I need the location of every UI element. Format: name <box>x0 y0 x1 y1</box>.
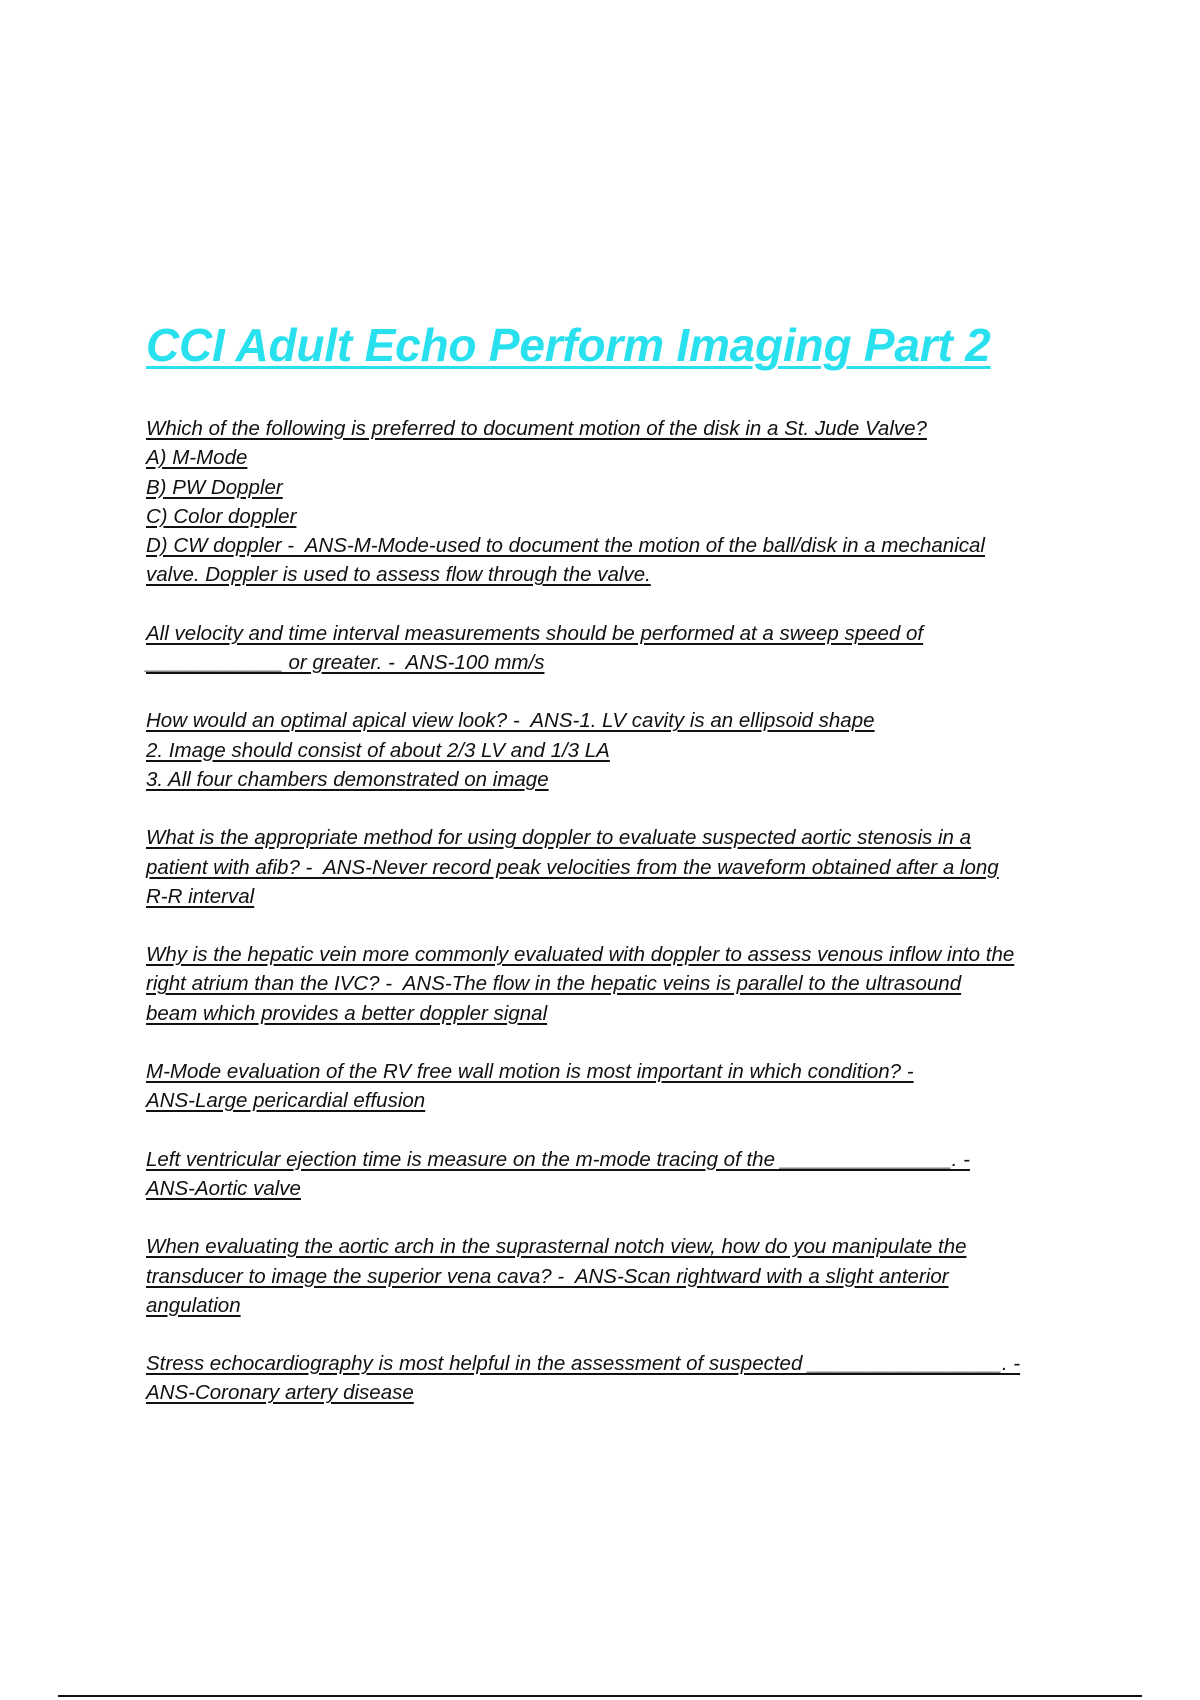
question-line: Left ventricular ejection time is measure on the m-mode tracing of the _______________. - <box>146 1147 970 1171</box>
document-title: CCI Adult Echo Perform Imaging Part 2 <box>146 319 991 371</box>
answer-line: ANS-Large pericardial effusion <box>146 1089 426 1113</box>
answer-line: ____________ or greater. - ANS-100 mm/s <box>146 651 545 675</box>
answer-line: ANS-Coronary artery disease <box>146 1381 414 1405</box>
answer-option: B) PW Doppler <box>146 475 283 499</box>
question-line: When evaluating the aortic arch in the suprasternal notch view, how do you manipulate the <box>146 1235 967 1259</box>
question-block-5 <box>146 940 1096 1028</box>
question-block-1 <box>146 414 1096 590</box>
question-line: All velocity and time interval measurements should be performed at a sweep speed of <box>146 621 924 645</box>
question-list <box>146 414 1096 1437</box>
answer-line: 2. Image should consist of about 2/3 LV and 1/3 LA <box>146 738 610 762</box>
answer-line: patient with afib? - ANS-Never record peak velocities from the waveform obtained after a long <box>146 855 999 879</box>
answer-option: D) CW doppler - ANS-M-Mode-used to document the motion of the ball/disk in a mechanical <box>146 534 985 558</box>
question-block-9 <box>146 1349 1096 1408</box>
question-block-8 <box>146 1232 1096 1320</box>
answer-line: beam which provides a better doppler signal <box>146 1001 548 1025</box>
answer-line: R-R interval <box>146 884 255 908</box>
answer-line: angulation <box>146 1293 241 1317</box>
answer-line: transducer to image the superior vena cava? - ANS-Scan rightward with a slight anterior <box>146 1264 949 1288</box>
answer-line: ANS-Aortic valve <box>146 1176 301 1200</box>
answer-line: right atrium than the IVC? - ANS-The flow in the hepatic veins is parallel to the ultrasound <box>146 972 962 996</box>
question-line: M-Mode evaluation of the RV free wall motion is most important in which condition? - <box>146 1060 914 1084</box>
question-block-4 <box>146 823 1096 911</box>
question-block-3 <box>146 706 1096 794</box>
question-line: What is the appropriate method for using doppler to evaluate suspected aortic stenosis in a <box>146 826 972 850</box>
question-block-2 <box>146 619 1096 678</box>
question-line: How would an optimal apical view look? - ANS-1. LV cavity is an ellipsoid shape <box>146 709 875 733</box>
question-line: Stress echocardiography is most helpful in the assessment of suspected _________________. - <box>146 1352 1021 1376</box>
answer-line: valve. Doppler is used to assess flow through the valve. <box>146 563 651 587</box>
answer-option: C) Color doppler <box>146 504 297 528</box>
question-line: Which of the following is preferred to document motion of the disk in a St. Jude Valve? <box>146 417 927 440</box>
answer-option: A) M-Mode <box>146 446 248 470</box>
question-block-7 <box>146 1145 1096 1204</box>
page-bottom-rule <box>58 1695 1142 1697</box>
question-block-6 <box>146 1057 1096 1116</box>
answer-line: 3. All four chambers demonstrated on image <box>146 767 549 791</box>
question-line: Why is the hepatic vein more commonly evaluated with doppler to assess venous inflow into the <box>146 943 1015 967</box>
